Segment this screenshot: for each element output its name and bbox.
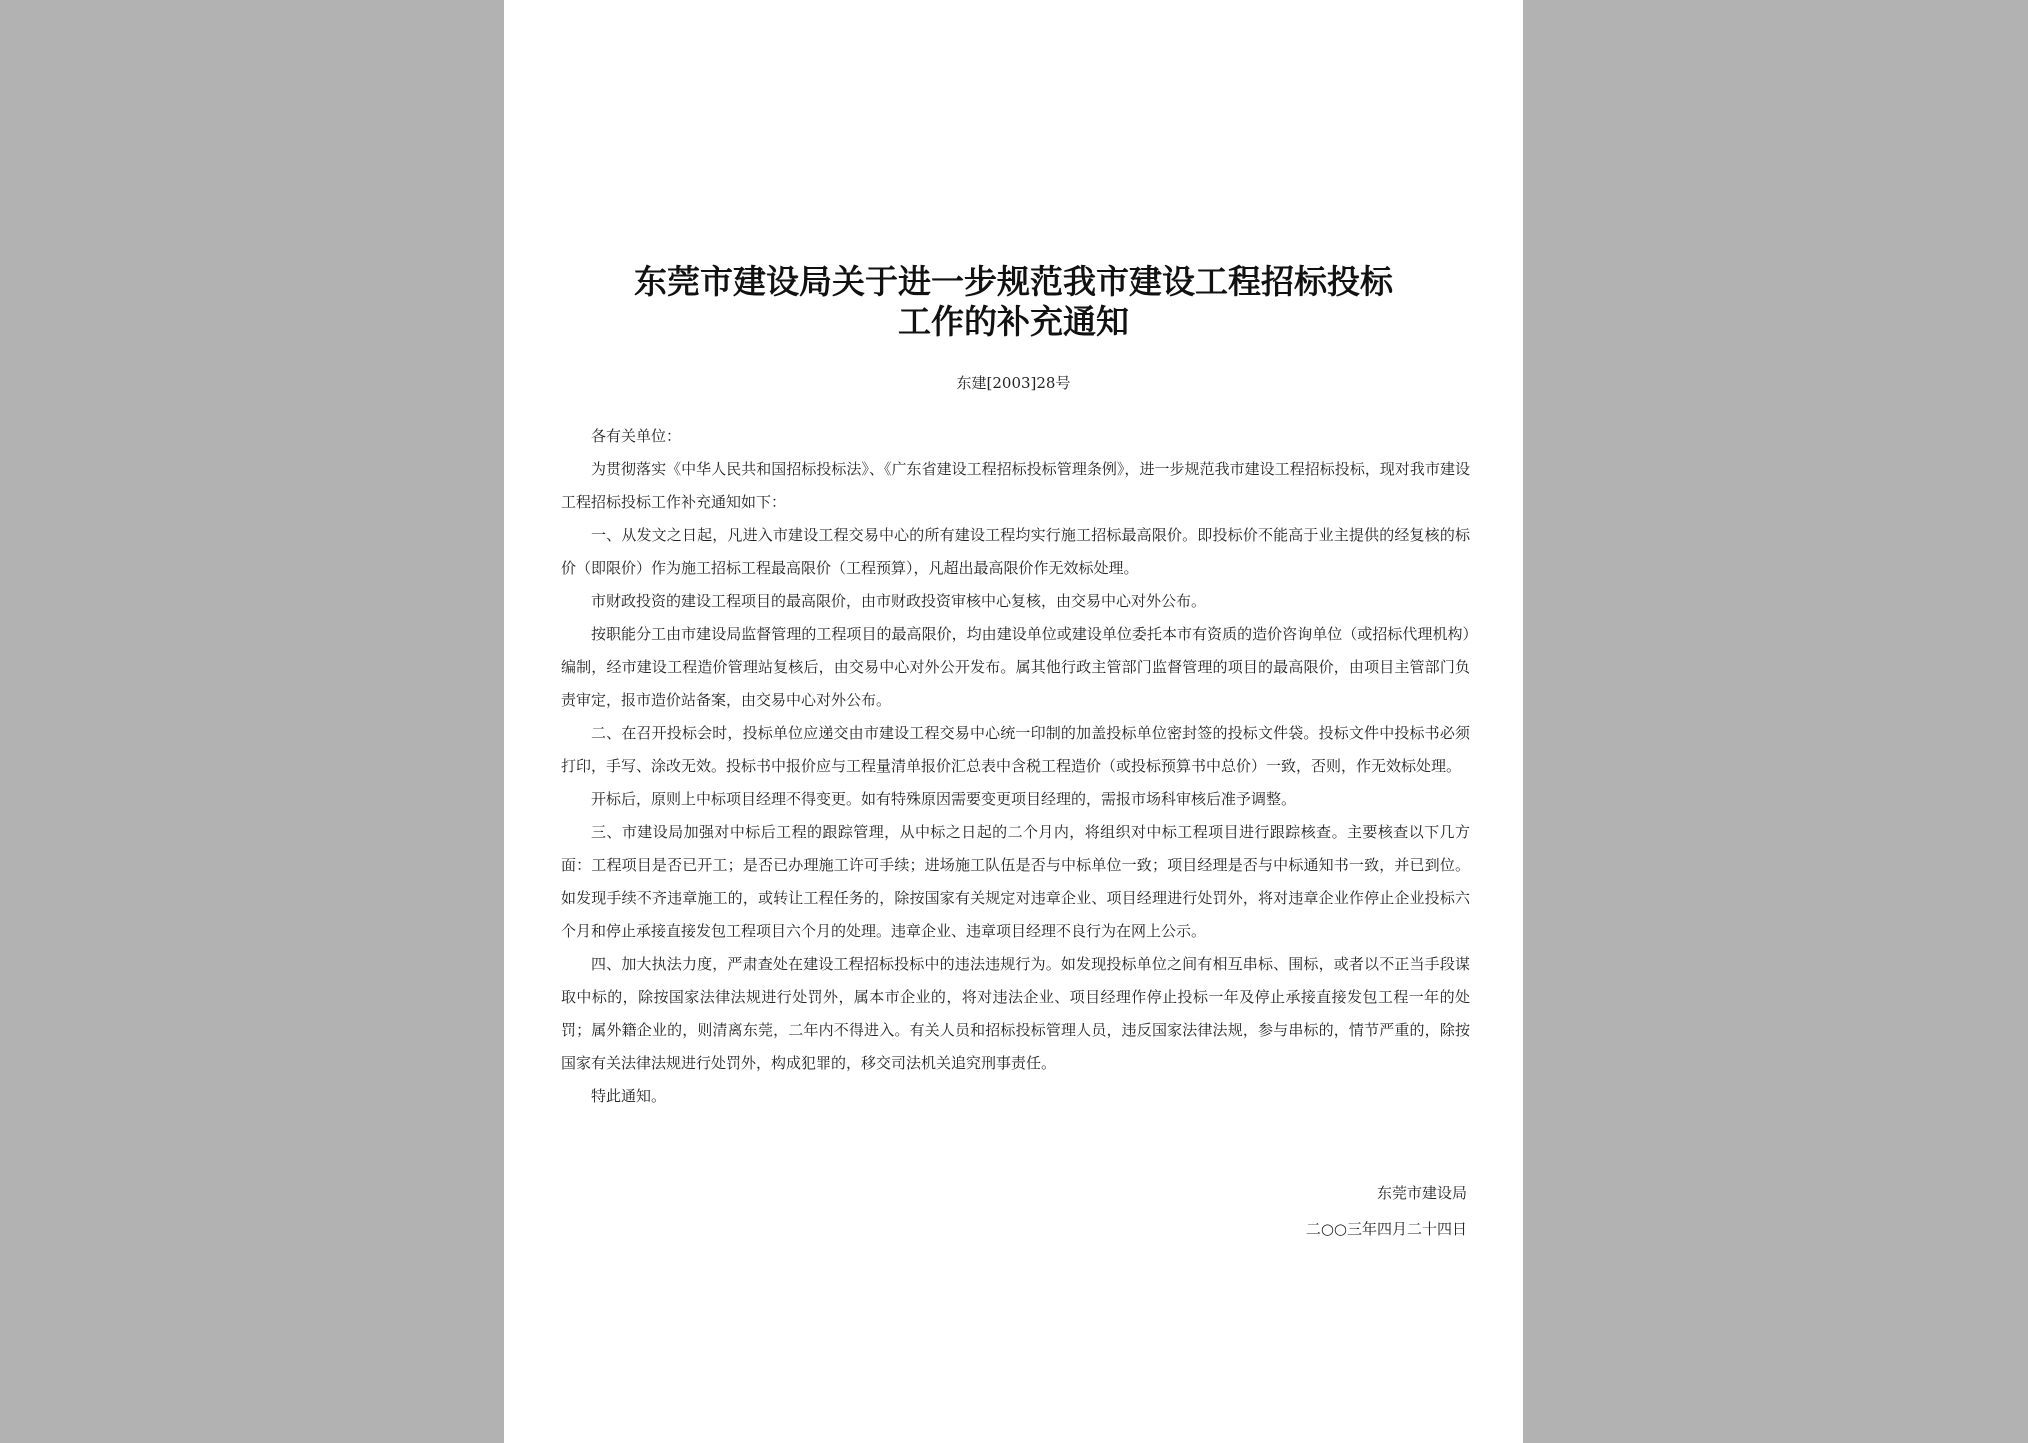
paragraph: 二、在召开投标会时，投标单位应递交由市建设工程交易中心统一印制的加盖投标单位密封签的投标文件袋。投标文件中投标书必须打印，手写、涂改无效。投标书中报价应与工程量清单报价汇总表中含税工程造价（或投标预算书中总价）一致，否则，作无效标处理。 [561, 724, 1470, 775]
signature-block [1306, 1175, 1467, 1247]
issuer: 东莞市建设局 [1376, 1184, 1467, 1202]
paragraph: 为贯彻落实《中华人民共和国招标投标法》、《广东省建设工程招标投标管理条例》，进一步规范我市建设工程招标投标，现对我市建设工程招标投标工作补充通知如下： [561, 460, 1470, 511]
document-number: 东建[2003]28号 [956, 374, 1071, 392]
paragraph: 特此通知。 [591, 1087, 667, 1105]
issue-date: 二○○三年四月二十四日 [1305, 1220, 1467, 1238]
salutation: 各有关单位： [591, 427, 682, 445]
paragraph: 市财政投资的建设工程项目的最高限价，由市财政投资审核中心复核，由交易中心对外公布。 [591, 592, 1207, 610]
paragraph: 开标后，原则上中标项目经理不得变更。如有特殊原因需要变更项目经理的，需报市场科审核后准予调整。 [591, 790, 1297, 808]
title-line-1: 东莞市建设局关于进一步规范我市建设工程招标投标 [634, 262, 1393, 301]
paragraph: 三、市建设局加强对中标后工程的跟踪管理，从中标之日起的二个月内，将组织对中标工程项目进行跟踪核查。主要核查以下几方面：工程项目是否已开工；是否已办理施工许可手续；进场施工队伍是否与中标单位一致；项目经理是否与中标通知书一致，并已到位。如发现手续不齐违章施工的，或转让工程任务的，除按国家有关规定对违章企业、项目经理进行处罚外，将对违章企业作停止企业投标六个月和停止承接直接发包工程项目六个月的处理。违章企业、违章项目经理不良行为在网上公示。 [561, 823, 1470, 940]
document-page [504, 0, 1523, 1443]
paragraph: 按职能分工由市建设局监督管理的工程项目的最高限价，均由建设单位或建设单位委托本市有资质的造价咨询单位（或招标代理机构）编制，经市建设工程造价管理站复核后，由交易中心对外公开发布。属其他行政主管部门监督管理的项目的最高限价，由项目主管部门负责审定，报市造价站备案，由交易中心对外公布。 [561, 625, 1470, 709]
paragraph: 四、加大执法力度，严肃查处在建设工程招标投标中的违法违规行为。如发现投标单位之间有相互串标、围标，或者以不正当手段谋取中标的，除按国家法律法规进行处罚外，属本市企业的，将对违法企业、项目经理作停止投标一年及停止承接直接发包工程一年的处罚；属外籍企业的，则清离东莞，二年内不得进入。有关人员和招标投标管理人员，违反国家法律法规，参与串标的，情节严重的，除按国家有关法律法规进行处罚外，构成犯罪的，移交司法机关追究刑事责任。 [561, 955, 1470, 1072]
title-line-2: 工作的补充通知 [898, 302, 1129, 341]
document-title [504, 262, 1523, 342]
document-body [561, 420, 1470, 1113]
paragraph: 一、从发文之日起，凡进入市建设工程交易中心的所有建设工程均实行施工招标最高限价。即投标价不能高于业主提供的经复核的标价（即限价）作为施工招标工程最高限价（工程预算），凡超出最高限价作无效标处理。 [561, 526, 1470, 577]
